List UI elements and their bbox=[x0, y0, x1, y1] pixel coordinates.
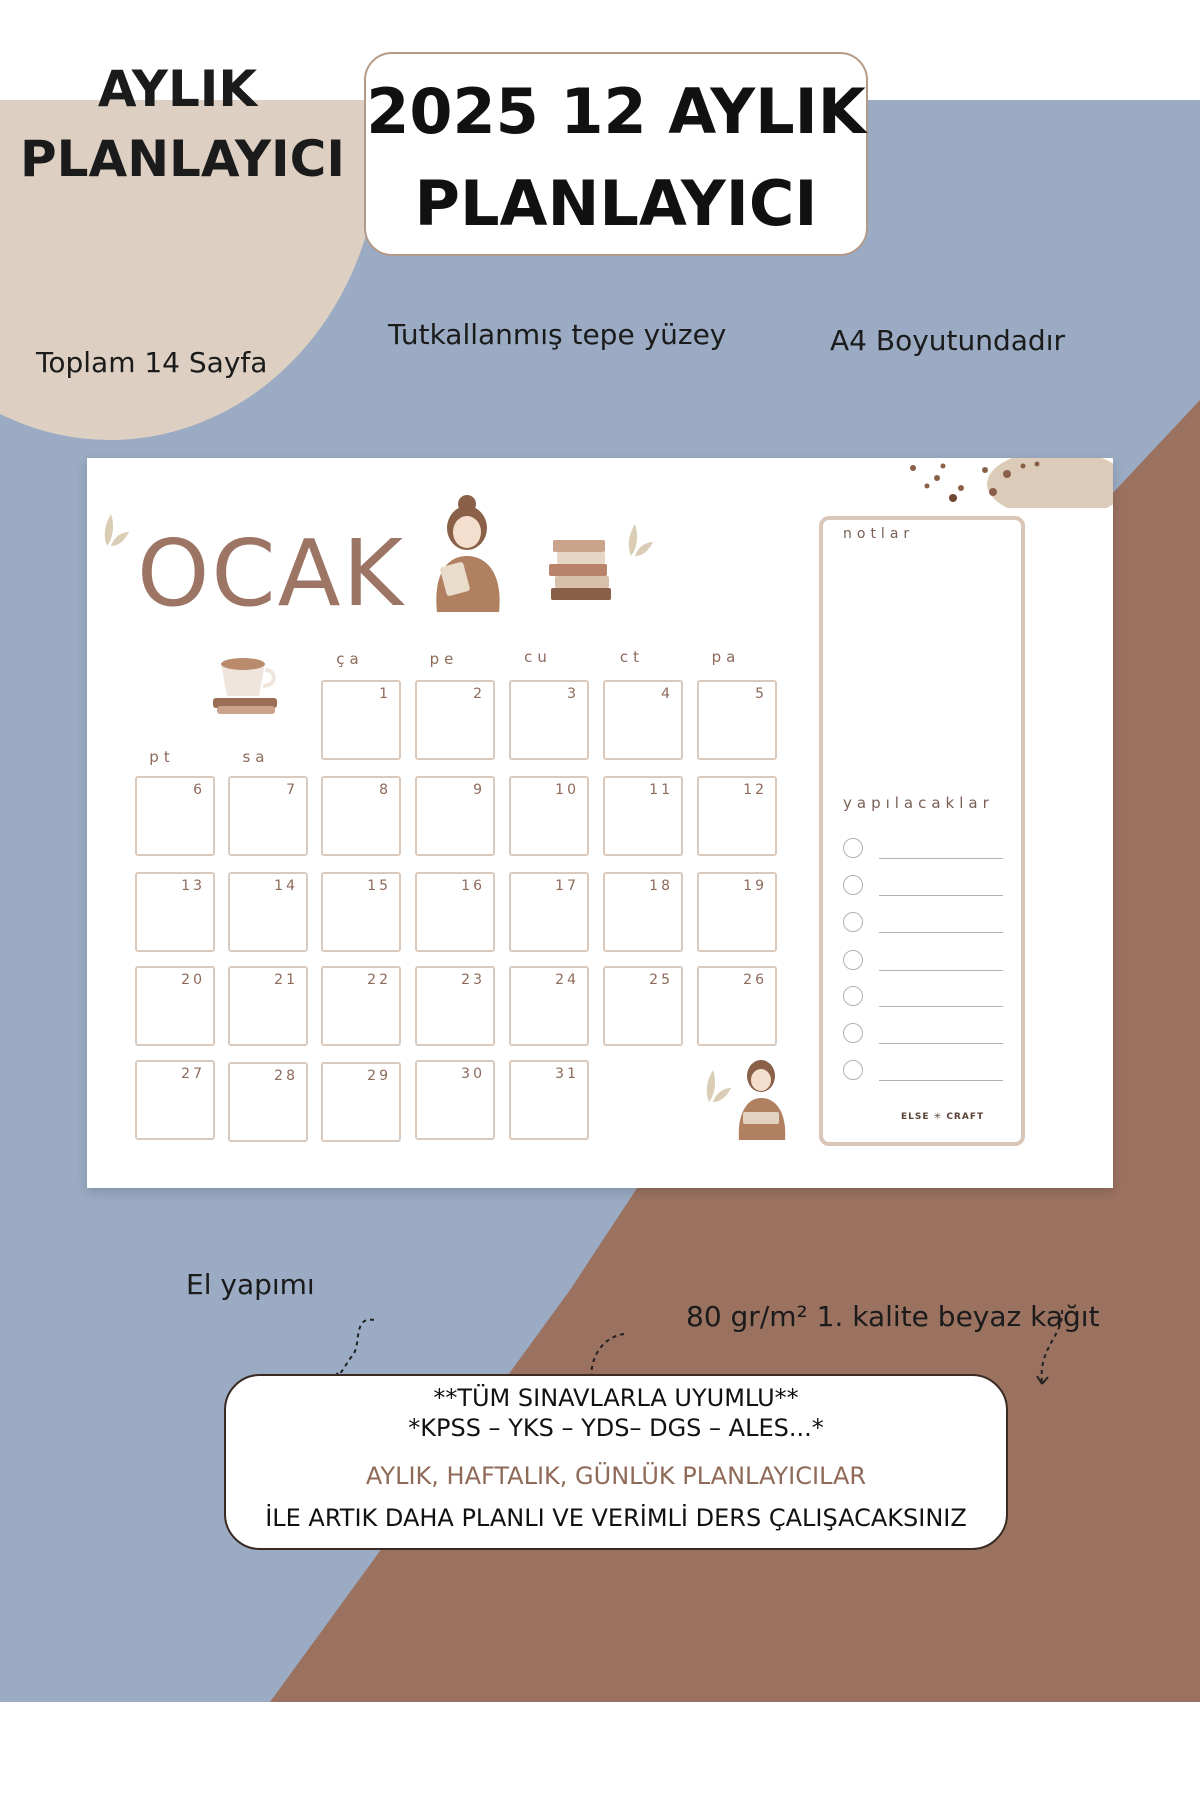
day-number: 30 bbox=[461, 1066, 485, 1082]
day-number: 4 bbox=[661, 686, 673, 702]
todo-item[interactable] bbox=[843, 950, 1001, 972]
label-total-pages: Toplam 14 Sayfa bbox=[36, 346, 268, 379]
day-number: 10 bbox=[555, 782, 579, 798]
calendar-day-cell[interactable] bbox=[603, 776, 683, 856]
calendar-day-cell[interactable] bbox=[135, 776, 215, 856]
info-line-3: AYLIK, HAFTALIK, GÜNLÜK PLANLAYICILAR bbox=[365, 1462, 867, 1490]
day-name-pe: pe bbox=[429, 650, 459, 668]
badge-line-2: PLANLAYICI bbox=[20, 130, 345, 188]
checkbox-circle-icon[interactable] bbox=[843, 838, 863, 858]
decor-dots-icon bbox=[897, 458, 1113, 508]
day-number: 24 bbox=[555, 972, 579, 988]
dashed-arrow-icon bbox=[1032, 1306, 1072, 1390]
badge-line-1: AYLIK bbox=[97, 60, 258, 118]
month-title: OCAK bbox=[137, 520, 405, 627]
day-number: 27 bbox=[181, 1066, 205, 1082]
day-name-ca: ça bbox=[336, 650, 364, 668]
todo-line bbox=[879, 1043, 1003, 1044]
day-number: 22 bbox=[367, 972, 391, 988]
day-number: 12 bbox=[743, 782, 767, 798]
leaf-icon bbox=[703, 1066, 733, 1106]
checkbox-circle-icon[interactable] bbox=[843, 950, 863, 970]
label-paper-quality: 80 gr/m² 1. kalite beyaz kağıt bbox=[686, 1300, 1100, 1333]
notes-panel bbox=[819, 516, 1025, 1146]
title-line-2: PLANLAYICI bbox=[414, 167, 818, 240]
todo-item[interactable] bbox=[843, 838, 1001, 860]
title-box bbox=[364, 52, 868, 256]
calendar-day-cell[interactable] bbox=[415, 680, 495, 760]
day-number: 15 bbox=[367, 878, 391, 894]
calendar-day-cell[interactable] bbox=[603, 680, 683, 760]
day-number: 9 bbox=[473, 782, 485, 798]
calendar-day-cell[interactable] bbox=[603, 872, 683, 952]
day-name-pt: pt bbox=[149, 748, 175, 766]
todo-item[interactable] bbox=[843, 986, 1001, 1008]
todo-line bbox=[879, 895, 1003, 896]
calendar-day-cell[interactable] bbox=[321, 872, 401, 952]
day-number: 14 bbox=[274, 878, 298, 894]
day-number: 8 bbox=[379, 782, 391, 798]
day-number: 29 bbox=[367, 1068, 391, 1084]
day-number: 31 bbox=[555, 1066, 579, 1082]
calendar-day-cell[interactable] bbox=[321, 1062, 401, 1142]
day-number: 17 bbox=[555, 878, 579, 894]
notes-title: notlar bbox=[843, 526, 915, 542]
info-box bbox=[224, 1374, 1008, 1550]
calendar-day-cell[interactable] bbox=[228, 966, 308, 1046]
book-stack-icon bbox=[547, 536, 617, 606]
todo-item[interactable] bbox=[843, 912, 1001, 934]
todo-line bbox=[879, 1006, 1003, 1007]
calendar-day-cell[interactable] bbox=[415, 776, 495, 856]
day-number: 19 bbox=[743, 878, 767, 894]
calendar-day-cell[interactable] bbox=[697, 680, 777, 760]
calendar-day-cell[interactable] bbox=[509, 872, 589, 952]
calendar-day-cell[interactable] bbox=[509, 776, 589, 856]
day-name-cu: cu bbox=[524, 648, 552, 666]
todo-line bbox=[879, 1080, 1003, 1081]
day-number: 25 bbox=[649, 972, 673, 988]
calendar-day-cell[interactable] bbox=[509, 1060, 589, 1140]
calendar-day-cell[interactable] bbox=[228, 872, 308, 952]
day-number: 21 bbox=[274, 972, 298, 988]
calendar-day-cell[interactable] bbox=[321, 966, 401, 1046]
day-number: 5 bbox=[755, 686, 767, 702]
checkbox-circle-icon[interactable] bbox=[843, 1060, 863, 1080]
leaf-icon bbox=[101, 510, 131, 550]
day-number: 23 bbox=[461, 972, 485, 988]
calendar-day-cell[interactable] bbox=[415, 1060, 495, 1140]
day-number: 1 bbox=[379, 686, 391, 702]
calendar-day-cell[interactable] bbox=[321, 680, 401, 760]
calendar-day-cell[interactable] bbox=[135, 966, 215, 1046]
calendar-day-cell[interactable] bbox=[228, 1062, 308, 1142]
day-number: 3 bbox=[567, 686, 579, 702]
day-name-sa: sa bbox=[242, 748, 270, 766]
day-number: 16 bbox=[461, 878, 485, 894]
calendar-day-cell[interactable] bbox=[509, 966, 589, 1046]
title-line-1: 2025 12 AYLIK bbox=[366, 75, 866, 148]
calendar-day-cell[interactable] bbox=[135, 1060, 215, 1140]
calendar-day-cell[interactable] bbox=[697, 966, 777, 1046]
day-number: 11 bbox=[649, 782, 673, 798]
brand-logo: ELSE ✳ CRAFT bbox=[901, 1112, 985, 1122]
calendar-day-cell[interactable] bbox=[135, 872, 215, 952]
calendar-day-cell[interactable] bbox=[321, 776, 401, 856]
todo-title: yapılacaklar bbox=[843, 794, 994, 812]
todo-line bbox=[879, 970, 1003, 971]
day-number: 2 bbox=[473, 686, 485, 702]
calendar-day-cell[interactable] bbox=[697, 872, 777, 952]
calendar-day-cell[interactable] bbox=[415, 872, 495, 952]
info-line-2: *KPSS – YKS – YDS– DGS – ALES...* bbox=[408, 1414, 824, 1442]
calendar-day-cell[interactable] bbox=[509, 680, 589, 760]
calendar-day-cell[interactable] bbox=[415, 966, 495, 1046]
girl-reading-illustration bbox=[423, 494, 513, 614]
calendar-day-cell[interactable] bbox=[603, 966, 683, 1046]
checkbox-circle-icon[interactable] bbox=[843, 912, 863, 932]
day-number: 18 bbox=[649, 878, 673, 894]
day-number: 6 bbox=[193, 782, 205, 798]
day-number: 7 bbox=[286, 782, 298, 798]
day-number: 28 bbox=[274, 1068, 298, 1084]
checkbox-circle-icon[interactable] bbox=[843, 986, 863, 1006]
coffee-cup-icon bbox=[211, 650, 281, 718]
info-line-4: İLE ARTIK DAHA PLANLI VE VERİMLİ DERS ÇALIŞACAKSINIZ bbox=[265, 1504, 967, 1532]
checkbox-circle-icon[interactable] bbox=[843, 875, 863, 895]
checkbox-circle-icon[interactable] bbox=[843, 1023, 863, 1043]
todo-item[interactable] bbox=[843, 1023, 1001, 1045]
info-line-1: **TÜM SINAVLARLA UYUMLU** bbox=[433, 1384, 799, 1412]
day-name-pa: pa bbox=[711, 648, 741, 666]
day-name-ct: ct bbox=[619, 648, 645, 666]
label-a4-size: A4 Boyutundadır bbox=[830, 324, 1065, 357]
day-number: 26 bbox=[743, 972, 767, 988]
todo-line bbox=[879, 932, 1003, 933]
todo-item[interactable] bbox=[843, 1060, 1001, 1082]
todo-line bbox=[879, 858, 1003, 859]
day-number: 13 bbox=[181, 878, 205, 894]
girl-with-books-illustration bbox=[733, 1058, 793, 1142]
planner-sheet bbox=[87, 458, 1113, 1188]
day-number: 20 bbox=[181, 972, 205, 988]
calendar-day-cell[interactable] bbox=[228, 776, 308, 856]
todo-item[interactable] bbox=[843, 875, 1001, 897]
label-glued-top: Tutkallanmış tepe yüzey bbox=[388, 318, 727, 351]
monthly-planner-badge bbox=[20, 54, 345, 194]
label-handmade: El yapımı bbox=[186, 1268, 315, 1301]
leaf-icon bbox=[625, 520, 655, 560]
calendar-day-cell[interactable] bbox=[697, 776, 777, 856]
